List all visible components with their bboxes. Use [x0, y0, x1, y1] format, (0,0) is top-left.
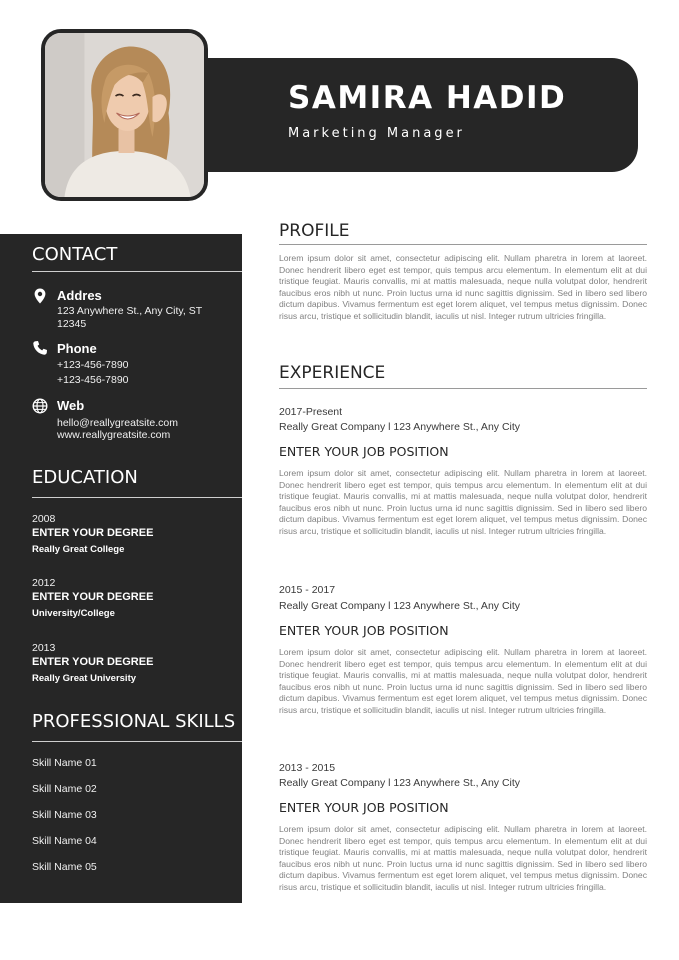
experience-date: 2015 - 2017	[279, 584, 336, 596]
education-heading: EDUCATION	[32, 467, 138, 488]
experience-description: Lorem ipsum dolor sit amet, consectetur adipiscing elit. Nullam pharetra in lorem at laoreet. Donec hendrerit libero eget est tempor, quis tempus arcu elementum. In elementum elit at dui tristique feugiat. Mauris convallis, mi at mattis malesuada, neque nulla volutpat dolor, hendrerit faucibus eros nibh ut nunc. Proin luctus urna id nunc sagittis dignissim. Sed in libero sed libero dictum dapibus. Vivamus fermentum est eget lorem aliquet, vel tempus metus dignissim. Donec risus arcu, tristique et sollicitudin blandit, iaculis ut nisl. Integer rutrum ultricies fringilla.	[279, 468, 647, 536]
resume-name: SAMIRA HADID	[288, 80, 567, 116]
job-role: Marketing Manager	[288, 126, 465, 141]
skill-item: Skill Name 01	[32, 757, 97, 769]
education-school: Really Great College	[32, 544, 125, 555]
phone-icon	[32, 340, 48, 356]
skills-heading: PROFESSIONAL SKILLS	[32, 711, 236, 732]
education-year: 2008	[32, 513, 56, 525]
location-pin-icon	[32, 288, 48, 304]
web-label: Web	[57, 398, 85, 413]
education-school: Really Great University	[32, 673, 137, 684]
address-line-2: 12345	[57, 318, 87, 330]
globe-icon	[32, 398, 48, 414]
experience-job-title: ENTER YOUR JOB POSITION	[279, 623, 449, 638]
website-link[interactable]: www.reallygreatsite.com	[57, 429, 171, 441]
experience-date: 2013 - 2015	[279, 762, 336, 774]
phone-line-1: +123-456-7890	[57, 359, 129, 371]
experience-divider	[279, 388, 647, 389]
profile-photo	[41, 29, 208, 201]
contact-divider	[32, 271, 242, 272]
phone-label: Phone	[57, 341, 97, 356]
phone-line-2: +123-456-7890	[57, 374, 129, 386]
email-link[interactable]: hello@reallygreatsite.com	[57, 417, 178, 429]
experience-company: Really Great Company l 123 Anywhere St., Any City	[279, 777, 521, 789]
contact-heading: CONTACT	[32, 244, 118, 265]
education-degree: ENTER YOUR DEGREE	[32, 527, 154, 539]
experience-company: Really Great Company l 123 Anywhere St., Any City	[279, 421, 521, 433]
experience-description: Lorem ipsum dolor sit amet, consectetur adipiscing elit. Nullam pharetra in lorem at laoreet. Donec hendrerit libero eget est tempor, quis tempus arcu elementum. In elementum elit at dui tristique feugiat. Mauris convallis, mi at mattis malesuada, neque nulla volutpat dolor, hendrerit faucibus eros nibh ut nunc. Proin luctus urna id nunc sagittis dignissim. Sed in libero sed libero dictum dapibus. Vivamus fermentum est eget lorem aliquet, vel tempus metus dignissim. Donec risus arcu, tristique et sollicitudin blandit, iaculis ut nisl. Integer rutrum ultricies fringilla.	[279, 824, 647, 892]
skills-divider	[32, 741, 242, 742]
education-divider	[32, 497, 242, 498]
sidebar	[0, 234, 242, 903]
address-label: Addres	[57, 288, 102, 303]
experience-company: Really Great Company l 123 Anywhere St., Any City	[279, 600, 521, 612]
education-year: 2012	[32, 577, 56, 589]
skill-item: Skill Name 05	[32, 861, 97, 873]
profile-heading: PROFILE	[279, 221, 350, 241]
experience-heading: EXPERIENCE	[279, 363, 386, 383]
experience-description: Lorem ipsum dolor sit amet, consectetur adipiscing elit. Nullam pharetra in lorem at laoreet. Donec hendrerit libero eget est tempor, quis tempus arcu elementum. In elementum elit at dui tristique feugiat. Mauris convallis, mi at mattis malesuada, neque nulla volutpat dolor, hendrerit faucibus eros nibh ut nunc. Proin luctus urna id nunc sagittis dignissim. Sed in libero sed libero dictum dapibus. Vivamus fermentum est eget lorem aliquet, vel tempus metus dignissim. Donec risus arcu, tristique et sollicitudin blandit, iaculis ut nisl. Integer rutrum ultricies fringilla.	[279, 647, 647, 715]
education-degree: ENTER YOUR DEGREE	[32, 656, 154, 668]
profile-divider	[279, 244, 647, 245]
address-line-1: 123 Anywhere St., Any City, ST	[57, 305, 203, 317]
education-year: 2013	[32, 642, 56, 654]
experience-job-title: ENTER YOUR JOB POSITION	[279, 444, 449, 459]
education-degree: ENTER YOUR DEGREE	[32, 591, 154, 603]
education-school: University/College	[32, 608, 115, 619]
experience-job-title: ENTER YOUR JOB POSITION	[279, 800, 449, 815]
skill-item: Skill Name 04	[32, 835, 97, 847]
experience-date: 2017-Present	[279, 406, 343, 418]
skill-item: Skill Name 02	[32, 783, 97, 795]
skill-item: Skill Name 03	[32, 809, 97, 821]
profile-text: Lorem ipsum dolor sit amet, consectetur adipiscing elit. Nullam pharetra in lorem at laoreet. Donec hendrerit libero eget est tempor, quis tempus arcu elementum. In elementum elit at dui tristique feugiat. Mauris convallis, mi at mattis malesuada, neque nulla volutpat dolor, hendrerit faucibus eros nibh ut nunc. Proin luctus urna id nunc sagittis dignissim. Sed in libero sed libero dictum dapibus. Vivamus fermentum est eget lorem aliquet, vel tempus metus dignissim. Donec risus arcu, tristique et sollicitudin blandit, iaculis ut nisl. Integer rutrum ultricies fringilla.	[279, 253, 647, 321]
